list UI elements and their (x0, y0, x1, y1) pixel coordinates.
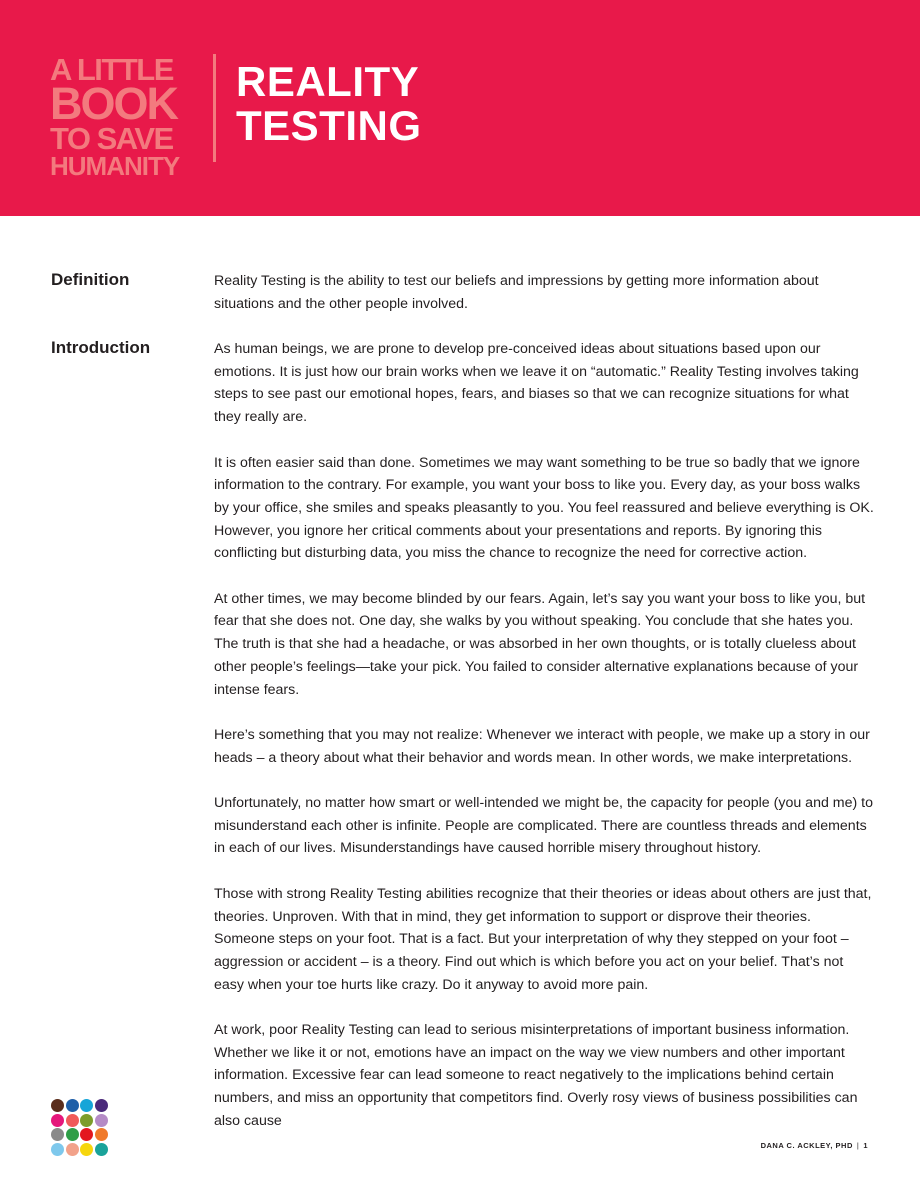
title-line: REALITY (236, 58, 420, 105)
color-dot (51, 1128, 64, 1141)
introduction-body (214, 338, 874, 1155)
paragraph: It is often easier said than done. Sometimes we may want something to be true so badly that we ignore information to the contrary. For example, you want your boss to like you. Every day, as your boss walks by your office, she smiles and speaks pleasantly to you. You feel reassured and believe everything is OK. However, you ignore her critical comments about your presentations and reports. By ignoring this conflicting but disturbing data, you miss the chance to recognize the need for corrective action. (214, 454, 874, 562)
header-divider (213, 54, 216, 162)
color-dot (80, 1143, 93, 1156)
title-line: TESTING (236, 102, 422, 149)
page-title (236, 60, 422, 148)
footer-separator: | (856, 1141, 860, 1150)
author-name: DANA C. ACKLEY, PHD (760, 1141, 853, 1150)
book-logo (50, 52, 200, 182)
color-dot (66, 1114, 79, 1127)
color-dot (80, 1128, 93, 1141)
header-banner (0, 0, 920, 216)
color-dot (51, 1143, 64, 1156)
paragraph: As human beings, we are prone to develop pre-conceived ideas about situations based upon our emotions. It is just how our brain works when we leave it on “automatic.” Reality Testing involves taking steps to see past our emotional hopes, fears, and biases so that we can recognize situations for what they really are. (214, 341, 859, 426)
definition-label: Definition (51, 270, 130, 289)
definition-body (214, 270, 874, 338)
paragraph: Reality Testing is the ability to test our beliefs and impressions by getting more information about situations and the other people involved. (214, 273, 819, 312)
color-dots-logo (51, 1099, 111, 1159)
color-dot (66, 1143, 79, 1156)
paragraph: Here’s something that you may not realize: Whenever we interact with people, we make up a story in our heads – a theory about what their behavior and words mean. In other words, we make interpretations. (214, 726, 870, 766)
introduction-label: Introduction (51, 338, 151, 357)
logo-line: TO SAVE (50, 120, 173, 156)
page-footer (761, 1141, 868, 1150)
color-dot (95, 1099, 108, 1112)
color-dot (66, 1099, 79, 1112)
page-number: 1 (863, 1141, 868, 1150)
color-dot (80, 1099, 93, 1112)
color-dot (51, 1114, 64, 1127)
color-dot (66, 1128, 79, 1141)
color-dot (95, 1143, 108, 1156)
logo-line: HUMANITY (50, 151, 180, 182)
logo-line: A LITTLE (50, 52, 173, 87)
paragraph: At other times, we may become blinded by our fears. Again, let’s say you want your boss to like you, but fear that she does not. One day, she walks by you without speaking. You conclude that she hates you. The truth is that she had a headache, or was absorbed in her own thoughts, or is totally clueless about other people’s feelings—take your pick. You failed to consider alternative explanations because of your intense fears. (214, 590, 866, 698)
paragraph: At work, poor Reality Testing can lead to serious misinterpretations of important business information. Whether we like it or not, emotions have an impact on the way we view numbers and other important information. Excessive fear can lead someone to react negatively to the implications behind certain numbers, and miss an opportunity that competitors find. Overly rosy views of business possibilities can also cause (214, 1022, 858, 1129)
color-dot (95, 1128, 108, 1141)
paragraph: Unfortunately, no matter how smart or well-intended we might be, the capacity for people (you and me) to misunderstand each other is infinite. People are complicated. There are countless threads and elements in each of our lives. Misunderstandings have caused horrible misery throughout history. (214, 795, 873, 857)
logo-line: BOOK (50, 78, 177, 129)
color-dot (95, 1114, 108, 1127)
paragraph: Those with strong Reality Testing abilities recognize that their theories or ideas about others are just that, theories. Unproven. With that in mind, they get information to support or disprove their theories. Someone steps on your foot. That is a fact. But your interpretation of why they stepped on your foot – aggression or accident – is a theory. Find out which is which before you act on your belief. That’s not easy when your toe hurts like crazy. Do it anyway to avoid more pain. (214, 885, 872, 993)
color-dot (51, 1099, 64, 1112)
color-dot (80, 1114, 93, 1127)
